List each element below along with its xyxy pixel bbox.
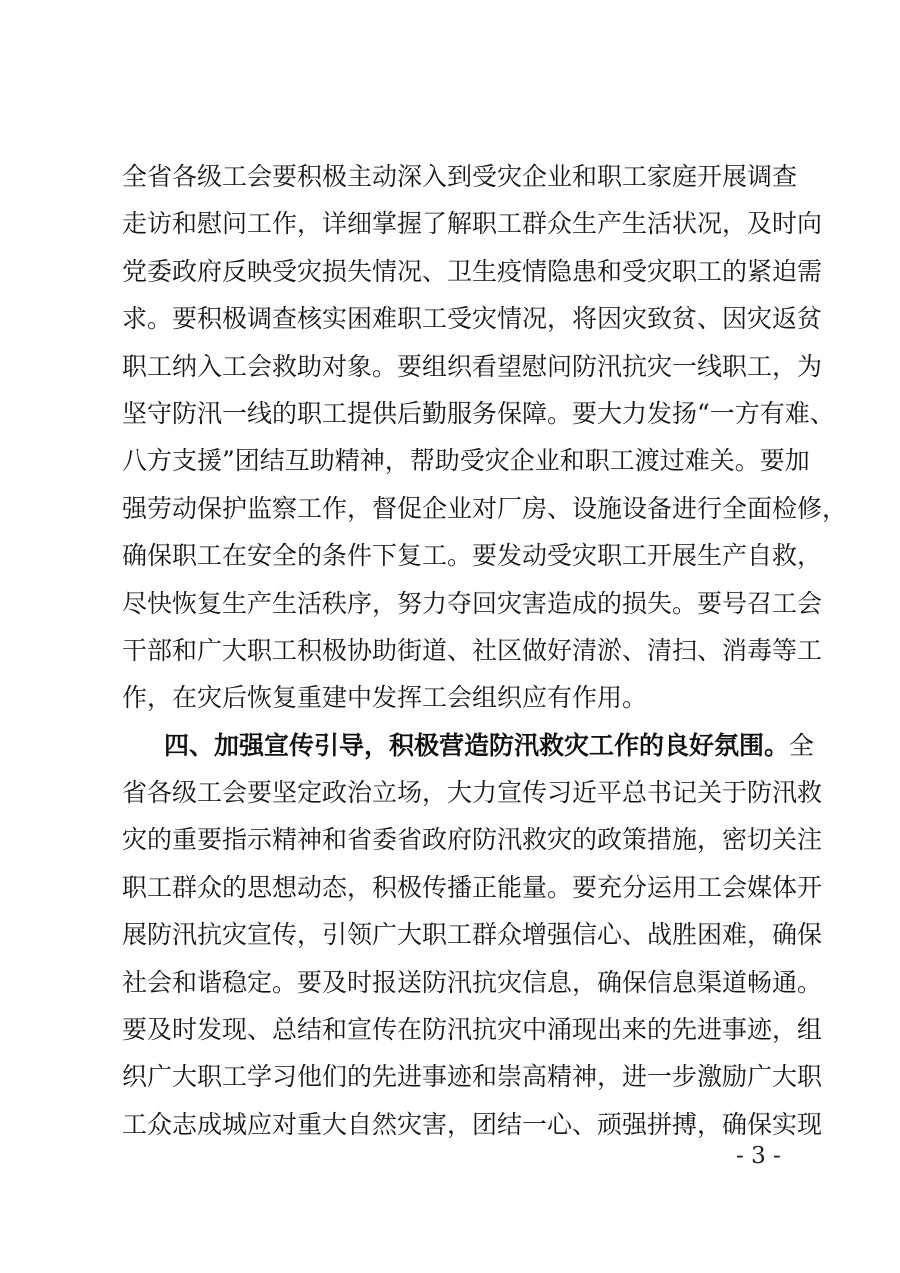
section-heading-tail: 全	[789, 730, 815, 760]
text-line: 织广大职工学习他们的先进事迹和崇高精神，进一步激励广大职	[122, 1062, 823, 1092]
text-line: 全省各级工会要积极主动深入到受灾企业和职工家庭开展调查	[122, 162, 798, 191]
text-line: 走访和慰问工作，详细掌握了解职工群众生产生活状况，及时向	[122, 209, 823, 239]
body-text	[122, 153, 848, 1148]
text-line: 党委政府反映受灾损失情况、卫生疫情隐患和受灾职工的紧迫需	[122, 256, 823, 286]
text-line: 省各级工会要坚定政治立场，大力宣传习近平总书记关于防汛救	[122, 778, 823, 808]
paragraph-2	[122, 722, 823, 1149]
text-line: 尽快恢复生产生活秩序，努力夺回灾害造成的损失。要号召工会	[122, 588, 823, 618]
text-line: 职工群众的思想动态，积极传播正能量。要充分运用工会媒体开	[122, 872, 823, 902]
text-line: 要及时发现、总结和宣传在防汛抗灾中涌现出来的先进事迹，组	[122, 1015, 823, 1045]
text-line: 强劳动保护监察工作，督促企业对厂房、设施设备进行全面检修，	[122, 493, 848, 523]
text-line: 灾的重要指示精神和省委省政府防汛救灾的政策措施，密切关注	[122, 825, 823, 855]
text-line: 职工纳入工会救助对象。要组织看望慰问防汛抗灾一线职工，为	[122, 351, 823, 381]
text-line: 展防汛抗灾宣传，引领广大职工群众增强信心、战胜困难，确保	[122, 920, 823, 950]
text-line: 求。要积极调查核实困难职工受灾情况，将因灾致贫、因灾返贫	[122, 304, 823, 334]
text-line: 干部和广大职工积极协助街道、社区做好清淤、清扫、消毒等工	[122, 635, 823, 665]
page-number: - 3 -	[736, 1143, 781, 1169]
text-line: 作，在灾后恢复重建中发挥工会组织应有作用。	[122, 683, 648, 713]
section-heading-line	[122, 722, 815, 769]
text-line: 八方支援”团结互助精神，帮助受灾企业和职工渡过难关。要加	[122, 446, 810, 476]
paragraph-1	[122, 153, 848, 722]
text-line: 工众志成城应对重大自然灾害，团结一心、顽强拼搏，确保实现	[122, 1109, 823, 1139]
section-heading: 四、加强宣传引导，积极营造防汛救灾工作的良好氛围。	[164, 730, 790, 760]
text-line: 确保职工在安全的条件下复工。要发动受灾职工开展生产自救，	[122, 541, 823, 571]
text-line: 坚守防汛一线的职工提供后勤服务保障。要大力发扬“一方有难、	[122, 398, 835, 428]
text-line: 社会和谐稳定。要及时报送防汛抗灾信息，确保信息渠道畅通。	[122, 967, 823, 997]
